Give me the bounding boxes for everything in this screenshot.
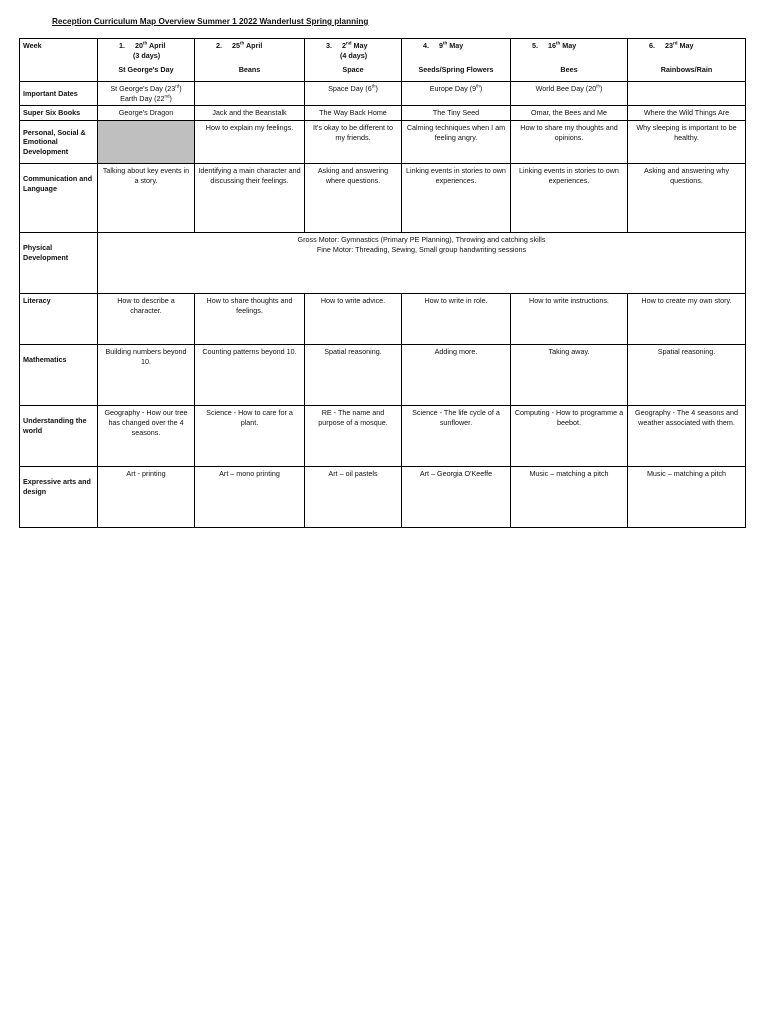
curriculum-map-table (19, 38, 746, 528)
gross-motor-text: Gross Motor: Gymnastics (Primary PE Planning), Throwing and catching skills (297, 235, 546, 245)
row-label-books: Super Six Books (20, 106, 98, 121)
fine-motor-text: Fine Motor: Threading, Sewing, Small group handwriting sessions (316, 244, 527, 254)
book-cell: Where the Wild Things Are (628, 106, 746, 121)
important-dates-row (20, 82, 746, 106)
row-label-week: Week (20, 39, 98, 82)
literacy-cell: How to share thoughts and feelings. (195, 294, 305, 345)
week-topic: St George's Day (118, 65, 174, 75)
week-cell-1 (98, 39, 195, 82)
important-date-cell: World Bee Day (20th) (511, 82, 628, 106)
utw-cell: Science - The life cycle of a sunflower. (402, 406, 511, 467)
week-date: 1. 20th April (119, 40, 166, 50)
maths-cell: Counting patterns beyond 10. (195, 345, 305, 406)
week-days (198, 51, 301, 61)
week-date: 2. 25th April (216, 40, 263, 50)
week-days: (4 days) (340, 50, 368, 60)
important-date-cell: St George's Day (23rd) Earth Day (22nd) (98, 82, 195, 106)
ead-cell: Art – Georgia O'Keeffe (402, 467, 511, 528)
psed-cell: Why sleeping is important to be healthy. (628, 121, 746, 164)
ead-cell: Art – oil pastels (305, 467, 402, 528)
week-days (405, 51, 507, 61)
ead-cell: Music – matching a pitch (511, 467, 628, 528)
ead-cell: Art – mono printing (195, 467, 305, 528)
psed-row (20, 121, 746, 164)
book-cell: Jack and the Beanstalk (195, 106, 305, 121)
week-days (631, 51, 742, 61)
book-cell: The Way Back Home (305, 106, 402, 121)
literacy-row (20, 294, 746, 345)
book-cell: George's Dragon (98, 106, 195, 121)
maths-cell: Building numbers beyond 10. (98, 345, 195, 406)
week-cell-2 (195, 39, 305, 82)
literacy-cell: How to create my own story. (628, 294, 746, 345)
maths-cell: Adding more. (402, 345, 511, 406)
psed-cell: Calming techniques when I am feeling angry. (402, 121, 511, 164)
row-label-utw: Understanding the world (20, 406, 98, 467)
cl-cell: Talking about key events in a story. (98, 164, 195, 233)
week-topic: Beans (238, 65, 261, 75)
week-date: 4. 9th May (423, 40, 464, 50)
literacy-cell: How to write instructions. (511, 294, 628, 345)
week-cell-4 (402, 39, 511, 82)
week-topic: Bees (560, 65, 578, 75)
utw-row (20, 406, 746, 467)
week-date: 5. 16th May (532, 40, 577, 50)
maths-cell: Taking away. (511, 345, 628, 406)
row-label-important-dates: Important Dates (20, 82, 98, 106)
week-topic: Space (342, 65, 364, 75)
week-date: 6. 23rd May (649, 40, 694, 50)
important-date-cell (628, 82, 746, 106)
utw-cell: Science - How to care for a plant. (195, 406, 305, 467)
week-date: 3. 2nd May (326, 40, 368, 50)
week-cell-5 (511, 39, 628, 82)
row-label-ead: Expressive arts and design (20, 467, 98, 528)
books-row (20, 106, 746, 121)
pd-cell (98, 233, 746, 294)
utw-cell: Geography - How our tree has changed over the 4 seasons. (98, 406, 195, 467)
important-date-cell (195, 82, 305, 106)
cl-cell: Linking events in stories to own experiences. (402, 164, 511, 233)
row-label-pd: Physical Development (20, 233, 98, 294)
cl-cell: Asking and answering why questions. (628, 164, 746, 233)
row-label-maths: Mathematics (20, 345, 98, 406)
pd-row (20, 233, 746, 294)
utw-cell: RE - The name and purpose of a mosque. (305, 406, 402, 467)
maths-row (20, 345, 746, 406)
book-cell: The Tiny Seed (402, 106, 511, 121)
week-days: (3 days) (133, 50, 161, 60)
cl-cell: Asking and answering where questions. (305, 164, 402, 233)
week-days (514, 51, 624, 61)
utw-cell: Computing - How to programme a beebot. (511, 406, 628, 467)
maths-cell: Spatial reasoning. (305, 345, 402, 406)
psed-cell: How to share my thoughts and opinions. (511, 121, 628, 164)
literacy-cell: How to write in role. (402, 294, 511, 345)
ead-cell: Music – matching a pitch (628, 467, 746, 528)
row-label-cl: Communication and Language (20, 164, 98, 233)
cl-cell: Identifying a main character and discussing their feelings. (195, 164, 305, 233)
cl-row (20, 164, 746, 233)
utw-cell: Geography - The 4 seasons and weather associated with them. (628, 406, 746, 467)
important-date-cell: Space Day (6th) (305, 82, 402, 106)
psed-cell-shaded (98, 121, 195, 164)
book-cell: Omar, the Bees and Me (511, 106, 628, 121)
literacy-cell: How to describe a character. (98, 294, 195, 345)
week-cell-6 (628, 39, 746, 82)
important-date-cell: Europe Day (9th) (402, 82, 511, 106)
week-cell-3 (305, 39, 402, 82)
week-topic: Seeds/Spring Flowers (418, 65, 494, 75)
document-title: Reception Curriculum Map Overview Summer 1 2022 Wanderlust Spring planning (52, 17, 369, 26)
ead-cell: Art - printing (98, 467, 195, 528)
literacy-cell: How to write advice. (305, 294, 402, 345)
week-row (20, 39, 746, 82)
week-topic: Rainbows/Rain (660, 65, 713, 75)
row-label-psed: Personal, Social & Emotional Development (20, 121, 98, 164)
psed-cell: How to explain my feelings. (195, 121, 305, 164)
cl-cell: Linking events in stories to own experiences. (511, 164, 628, 233)
psed-cell: It's okay to be different to my friends. (305, 121, 402, 164)
row-label-literacy: Literacy (20, 294, 98, 345)
ead-row (20, 467, 746, 528)
maths-cell: Spatial reasoning. (628, 345, 746, 406)
